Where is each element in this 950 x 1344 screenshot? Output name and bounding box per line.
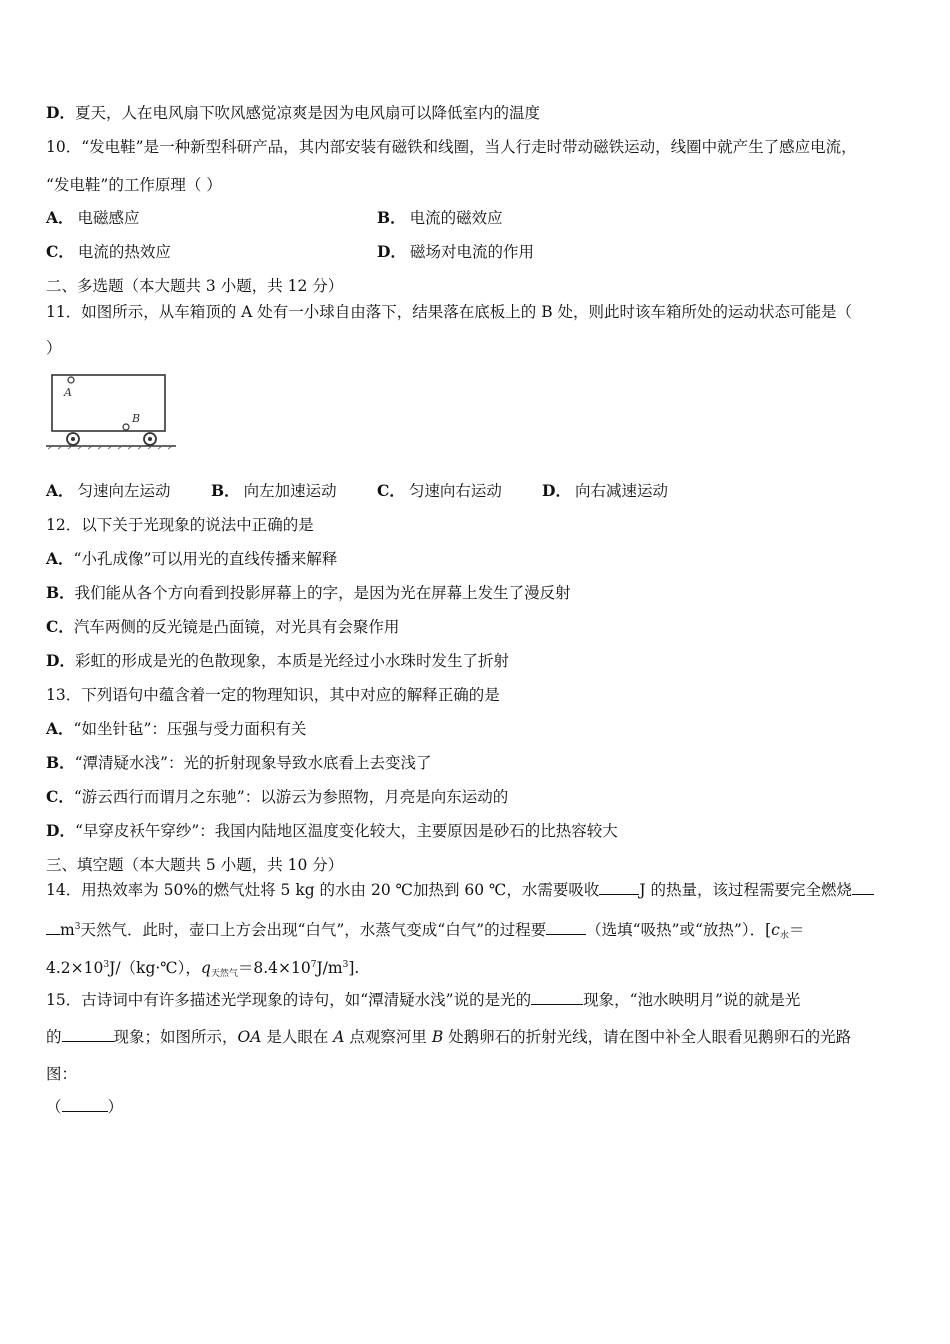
q15-blank-1[interactable] xyxy=(531,990,583,1005)
ball-b xyxy=(123,424,129,430)
q15-blank-3[interactable] xyxy=(62,1097,108,1112)
q12-option-a: A．“小孔成像”可以用光的直线传播来解释 xyxy=(46,549,338,568)
q14-blank-1[interactable] xyxy=(599,880,639,895)
q10-option-b: B． 电流的磁效应 xyxy=(377,208,503,227)
q14-line1: 14．用热效率为 50%的燃气灶将 5 kg 的水由 20 ℃加热到 60 ℃，水需要吸收 J 的热量，该过程需要完全燃烧 xyxy=(46,880,874,900)
q12-option-c: C．汽车两侧的反光镜是凸面镜，对光具有会聚作用 xyxy=(46,617,400,636)
label-b: B xyxy=(132,412,141,425)
q15-line1: 15．古诗词中有许多描述光学现象的诗句，如“潭清疑水浅”说的是光的 现象，“池水映明月”说的就是光 xyxy=(46,991,801,1009)
q11-stem-line1: 11．如图所示，从车箱顶的 A 处有一小球自由落下，结果落在底板上的 B 处，则此时该车箱所处的运动状态可能是（ xyxy=(46,303,853,321)
q11-train-car-figure xyxy=(46,368,176,450)
q10-option-a: A． 电磁感应 xyxy=(46,208,140,227)
q13-option-c: C．“游云西行而谓月之东驰”：以游云为参照物，月亮是向东运动的 xyxy=(46,787,509,806)
q12-stem: 12．以下关于光现象的说法中正确的是 xyxy=(46,516,314,534)
q11-stem-line2: ） xyxy=(46,339,62,357)
q10-stem-line1: 10．“发电鞋”是一种新型科研产品，其内部安装有磁铁和线圈，当人行走时带动磁铁运动，线圈中就产生了感应电流， xyxy=(46,138,857,156)
car-body xyxy=(52,375,165,431)
q13-option-a: A．“如坐针毡”：压强与受力面积有关 xyxy=(46,719,307,738)
q14-line3: $4.2\times 10^3J/(kg\cdot℃)$，$q_{天然气}=8.4\times 10^7J/m^3$]. xyxy=(46,959,360,979)
q13-stem: 13．下列语句中蕴含着一定的物理知识，其中对应的解释正确的是 xyxy=(46,686,500,704)
q15-answer-blank: （ ） xyxy=(46,1098,124,1116)
q14-blank-3[interactable] xyxy=(546,920,586,935)
q10-option-c: C． 电流的热效应 xyxy=(46,242,171,261)
section3-title: 三、填空题（本大题共 5 小题，共 10 分） xyxy=(46,856,344,874)
q12-option-b: B．我们能从各个方向看到投影屏幕上的字，是因为光在屏幕上发生了漫反射 xyxy=(46,583,571,602)
q15-line2: 的 现象；如图所示，OA 是人眼在 A 点观察河里 B 处鹅卵石的折射光线，请在图中补全人眼看见鹅卵石的光路 xyxy=(46,1028,852,1046)
q11-option-c: C． 匀速向右运动 xyxy=(377,481,502,500)
q15-line3: 图： xyxy=(46,1065,78,1083)
q10-stem-line2: “发电鞋”的工作原理（ ） xyxy=(46,176,222,194)
q15-blank-2[interactable] xyxy=(62,1027,114,1042)
wheel-right-hub xyxy=(148,437,152,441)
label-a: A xyxy=(64,386,72,399)
q9-option-d-text: 夏天，人在电风扇下吹风感觉凉爽是因为电风扇可以降低室内的温度 xyxy=(74,104,540,122)
section2-title: 二、多选题（本大题共 3 小题，共 12 分） xyxy=(46,277,344,295)
q12-option-d: D．彩虹的形成是光的色散现象，本质是光经过小水珠时发生了折射 xyxy=(46,651,509,670)
q9-option-d xyxy=(46,103,540,123)
q14-blank-2b[interactable] xyxy=(46,920,60,935)
q14-blank-2a[interactable] xyxy=(852,880,874,895)
q13-option-b: B．“潭清疑水浅”：光的折射现象导致水底看上去变浅了 xyxy=(46,753,432,772)
q11-option-b: B． 向左加速运动 xyxy=(211,481,337,500)
wheel-left-hub xyxy=(71,437,75,441)
q9-option-d-letter: D． xyxy=(46,103,75,122)
q11-option-d: D． 向右减速运动 xyxy=(542,481,668,500)
q11-option-a: A． 匀速向左运动 xyxy=(46,481,171,500)
q14-line2: $m^3$天然气．此时，壶口上方会出现“白气”，水蒸气变成“白气”的过程要 （选填“吸热”或“放热”）．[$c_水=$ xyxy=(46,917,804,946)
ball-a xyxy=(68,377,74,383)
q13-option-d: D．“早穿皮袄午穿纱”：我国内陆地区温度变化较大，主要原因是砂石的比热容较大 xyxy=(46,821,618,840)
q10-option-d: D． 磁场对电流的作用 xyxy=(377,242,534,261)
